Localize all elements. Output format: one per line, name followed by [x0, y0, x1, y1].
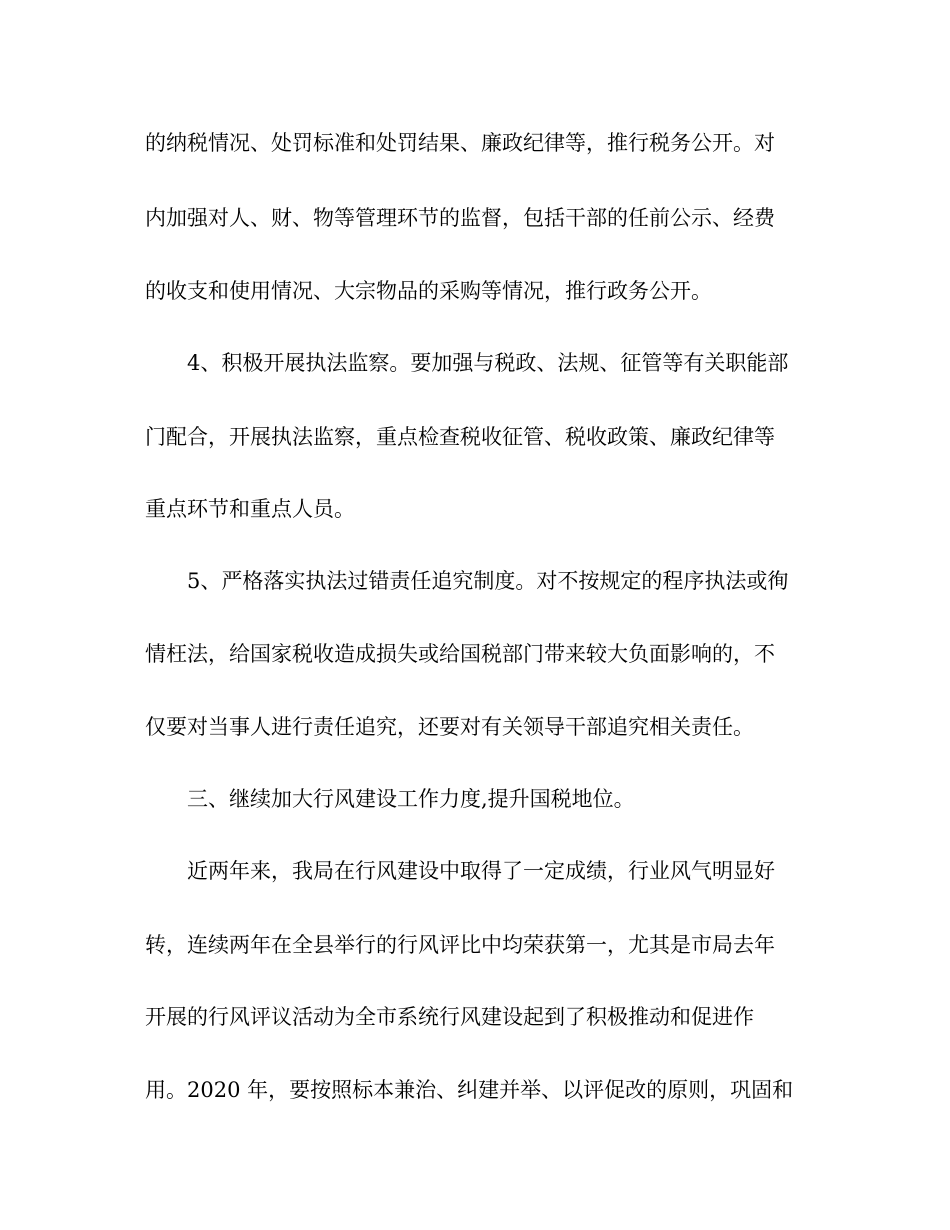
text-line-2: 内加强对人、财、物等管理环节的监督，包括干部的任前公示、经费: [145, 206, 775, 230]
paragraph-4-start: 4、积极开展执法监察。要加强与税政、法规、征管等有关职能部: [187, 351, 789, 375]
paragraph-start: 近两年来，我局在行风建设中取得了一定成绩，行业风气明显好: [187, 859, 775, 883]
text-line-13: 开展的行风评议活动为全市系统行风建设起到了积极推动和促进作: [145, 1005, 754, 1029]
text-line-12: 转，连续两年在全县举行的行风评比中均荣获第一，尤其是市局去年: [145, 933, 775, 957]
text-line-14: 用。2020 年，要按照标本兼治、纠建并举、以评促改的原则，巩固和: [145, 1078, 794, 1102]
paragraph-5-start: 5、严格落实执法过错责任追究制度。对不按规定的程序执法或徇: [187, 569, 789, 593]
text-line-9: 仅要对当事人进行责任追究，还要对有关领导干部追究相关责任。: [145, 715, 754, 739]
text-line-5: 门配合，开展执法监察，重点检查税收征管、税收政策、廉政纪律等: [145, 425, 775, 449]
text-line-1: 的纳税情况、处罚标准和处罚结果、廉政纪律等，推行税务公开。对: [145, 131, 775, 155]
section-heading-3: 三、继续加大行风建设工作力度,提升国税地位。: [187, 787, 635, 811]
text-line-8: 情枉法，给国家税收造成损失或给国税部门带来较大负面影响的，不: [145, 642, 775, 666]
text-line-3: 的收支和使用情况、大宗物品的采购等情况，推行政务公开。: [145, 279, 712, 303]
text-line-6: 重点环节和重点人员。: [145, 497, 355, 521]
